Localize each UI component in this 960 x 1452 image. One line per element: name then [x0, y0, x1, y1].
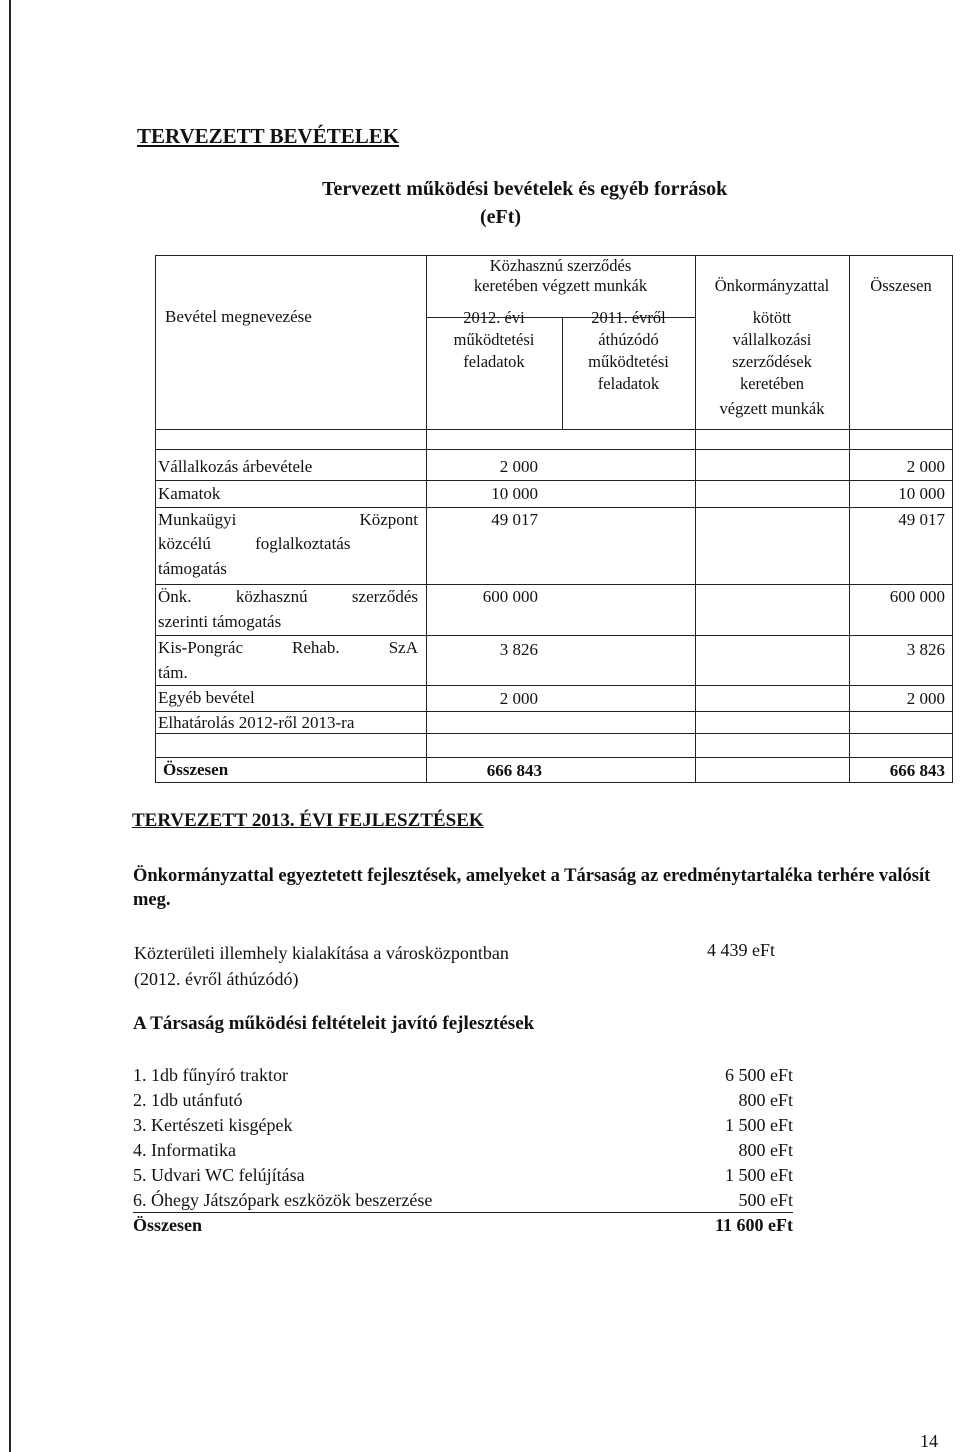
public-toilet-label-line1: Közterületi illemhely kialakítása a városközpontban	[134, 943, 509, 963]
row-name-word: Központ	[359, 510, 418, 529]
header-2012-l3: feladatok	[463, 352, 525, 371]
row-name-word: Kis-Pongrác	[158, 638, 243, 657]
row-name	[158, 509, 418, 530]
page-number: 14	[920, 1431, 938, 1451]
header-onk-l2: kötött	[752, 308, 792, 327]
row-line	[155, 635, 953, 636]
item-value: 800 eFt	[738, 1140, 793, 1160]
row-name-line2: tám.	[158, 663, 188, 682]
header-2011-l2: áthúzódó	[598, 330, 659, 349]
public-toilet-label-line2: (2012. évről áthúzódó)	[134, 969, 299, 989]
item-label: 4. Informatika	[133, 1140, 236, 1160]
scan-edge-line	[9, 0, 11, 1452]
header-bottom	[155, 429, 953, 430]
sum-total-value: 666 843	[889, 761, 945, 780]
header-onk-l4: szerződések	[732, 352, 812, 371]
row-name-line2	[158, 533, 418, 554]
item-value: 800 eFt	[738, 1090, 793, 1110]
sum-label: Összesen	[163, 760, 229, 779]
item-label: 1. 1db fűnyíró traktor	[133, 1065, 288, 1085]
header-total: Összesen	[870, 276, 932, 295]
row-2012-value: 49 017	[491, 510, 538, 529]
item-label: 6. Óhegy Játszópark eszközök beszerzése	[133, 1190, 433, 1210]
row-line	[155, 757, 953, 758]
row-name-word: Rehab.	[292, 638, 340, 657]
header-2011: 2011. évről	[591, 308, 666, 327]
spacer-bottom	[155, 449, 953, 450]
item-label: 3. Kertészeti kisgépek	[133, 1115, 293, 1135]
row-name-word: SzA	[388, 638, 418, 657]
header-2011-l4: feladatok	[597, 374, 660, 393]
header-2012-l2: működtetési	[453, 330, 535, 349]
row-line	[155, 685, 953, 686]
row-name: Egyéb bevétel	[158, 688, 255, 707]
development-list	[133, 1063, 793, 1238]
list-item	[133, 1063, 793, 1088]
row-name-word: szerződés	[351, 587, 418, 606]
header-group-l2: keretében végzett munkák	[473, 276, 648, 295]
header-2011-l3: működtetési	[588, 352, 669, 371]
item-value: 1 500 eFt	[724, 1115, 793, 1135]
list-item	[133, 1088, 793, 1113]
row-name: Elhatárolás 2012-ről 2013-ra	[158, 713, 355, 732]
header-onk-l5: keretében	[739, 374, 805, 393]
row-name-word: közhasznú	[235, 587, 308, 606]
operating-developments-heading: A Társaság működési feltételeit javító fejlesztések	[133, 1013, 535, 1034]
item-label: 5. Udvari WC felújítása	[133, 1165, 305, 1185]
table-caption-unit: (eFt)	[480, 206, 522, 228]
row-total-value: 10 000	[898, 484, 945, 503]
row-name-word: Munkaügyi	[158, 510, 237, 529]
item-label: 2. 1db utánfutó	[133, 1090, 243, 1110]
row-2012-value: 10 000	[491, 484, 538, 503]
item-value: 500 eFt	[738, 1190, 793, 1210]
table-border-right	[952, 255, 953, 783]
row-name	[158, 586, 418, 607]
row-name: Vállalkozás árbevétele	[158, 457, 313, 476]
row-name-word: foglalkoztatás	[255, 534, 351, 553]
total-label: Összesen	[133, 1215, 202, 1235]
list-item	[133, 1113, 793, 1138]
header-onk-l6: végzett munkák	[719, 399, 825, 418]
row-total-value: 3 826	[906, 640, 945, 659]
header-2012: 2012. évi	[463, 308, 525, 327]
table-border-left	[155, 255, 156, 783]
public-toilet-value: 4 439 eFt	[707, 940, 776, 960]
row-name-line3: támogatás	[158, 559, 227, 578]
row-total-value: 600 000	[889, 587, 945, 606]
sum-2012-value: 666 843	[486, 761, 542, 780]
header-group-l1: Közhasznú szerződés	[489, 256, 632, 275]
row-2012-value: 2 000	[499, 689, 538, 708]
row-total-value: 49 017	[898, 510, 945, 529]
row-name-word: közcélú	[158, 534, 211, 553]
row-name-line2: szerinti támogatás	[158, 612, 282, 631]
row-line	[155, 507, 953, 508]
row-2012-value: 2 000	[499, 457, 538, 476]
list-item	[133, 1163, 793, 1188]
table-caption: Tervezett működési bevételek és egyéb források	[322, 178, 728, 200]
header-revenue-name: Bevétel megnevezése	[165, 307, 312, 326]
header-onk-l3: vállalkozási	[732, 330, 812, 349]
row-name	[158, 637, 418, 658]
list-item	[133, 1188, 793, 1213]
row-line	[155, 584, 953, 585]
row-2012-value: 600 000	[482, 587, 538, 606]
list-total	[133, 1213, 793, 1238]
item-value: 1 500 eFt	[724, 1165, 793, 1185]
revenue-table	[155, 255, 953, 783]
header-onk: Önkormányzattal	[714, 276, 830, 295]
row-line	[155, 480, 953, 481]
item-value: 6 500 eFt	[724, 1065, 793, 1085]
row-name: Kamatok	[158, 484, 221, 503]
total-value: 11 600 eFt	[715, 1215, 793, 1235]
developments-title: TERVEZETT 2013. ÉVI FEJLESZTÉSEK	[132, 810, 484, 831]
row-name-word: Önk.	[158, 587, 192, 606]
row-total-value: 2 000	[906, 689, 945, 708]
table-border-bottom	[155, 782, 953, 783]
list-item	[133, 1138, 793, 1163]
row-2012-value: 3 826	[499, 640, 538, 659]
section-title: TERVEZETT BEVÉTELEK	[137, 124, 400, 148]
row-line	[155, 733, 953, 734]
public-toilet-label	[134, 940, 614, 992]
developments-intro: Önkormányzattal egyeztetett fejlesztések, amelyeket a Társaság az eredménytartaléka terhére valósít meg.	[133, 866, 931, 910]
row-total-value: 2 000	[906, 457, 945, 476]
